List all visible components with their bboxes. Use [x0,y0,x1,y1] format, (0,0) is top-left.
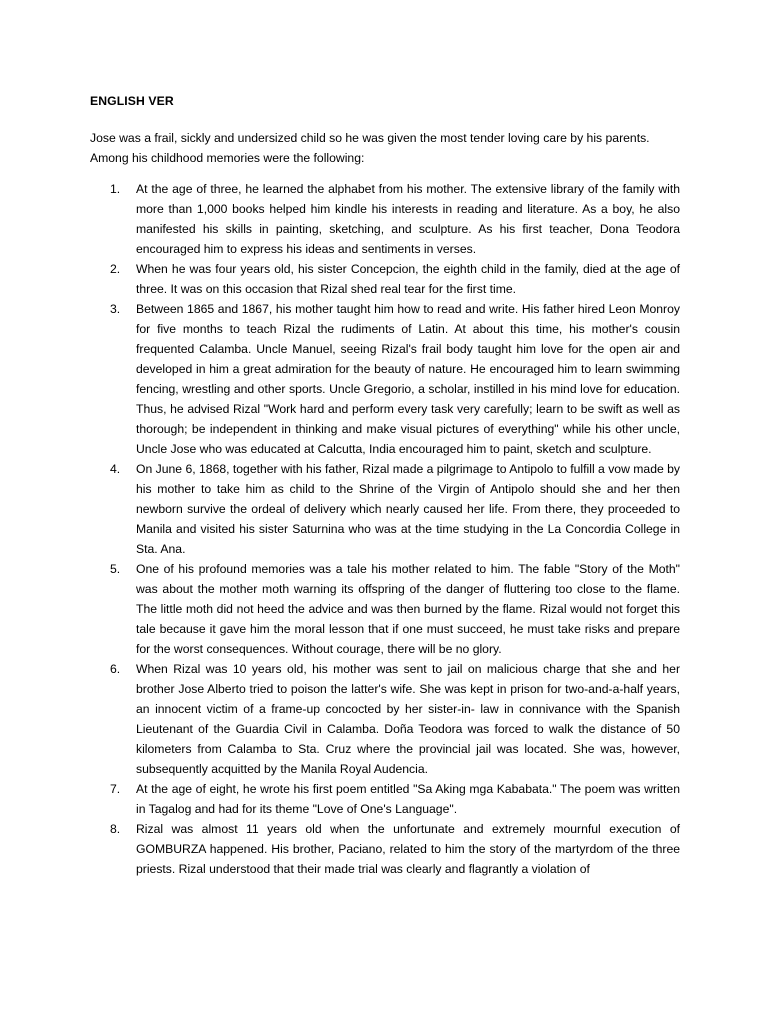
intro-paragraph: Jose was a frail, sickly and undersized child so he was given the most tender loving care by his parents. Among his childhood memories were the following: [90,131,650,165]
list-item [110,819,680,879]
list-item [110,299,680,459]
list-item-text: One of his profound memories was a tale his mother related to him. The fable "Story of the Moth" was about the mother moth warning its offspring of the danger of fluttering too close to the flame. The little moth did not heed the advice and was then burned by the flame. Rizal would not forget this tale because it gave him the moral lesson that if one must succeed, he must take risks and prepare for the worst consequences. Without courage, there will be no glory. [136,562,680,656]
list-item [110,559,680,659]
list-item-text: When he was four years old, his sister Concepcion, the eighth child in the family, died at the age of three. It was on this occasion that Rizal shed real tear for the first time. [136,262,680,296]
childhood-memories-list [110,179,680,879]
list-item [110,459,680,559]
list-item [110,659,680,779]
document-heading: ENGLISH VER [90,94,174,108]
list-item [110,779,680,819]
list-item-number: 6. [110,662,121,676]
list-item-text: On June 6, 1868, together with his father, Rizal made a pilgrimage to Antipolo to fulfill a vow made by his mother to take him as child to the Shrine of the Virgin of Antipolo should she and her then newborn survive the ordeal of delivery which nearly caused her life. From there, they proceeded to Manila and visited his sister Saturnina who was at the time studying in the La Concordia College in Sta. Ana. [136,462,681,556]
list-item-text: Rizal was almost 11 years old when the unfortunate and extremely mournful execution of GOMBURZA happened. His brother, Paciano, related to him the story of the martyrdom of the three priests. Rizal understood that their made trial was clearly and flagrantly a violation of [136,822,680,876]
list-item-number: 2. [110,262,121,276]
list-item-number: 3. [110,302,121,316]
list-item-number: 7. [110,782,121,796]
list-item [110,259,680,299]
list-item-text: Between 1865 and 1867, his mother taught him how to read and write. His father hired Leon Monroy for five months to teach Rizal the rudiments of Latin. At about this time, his mother's cousin frequented Calamba. Uncle Manuel, seeing Rizal's frail body taught him love for the open air and developed in him a great admiration for the beauty of nature. He encouraged him to learn swimming fencing, wrestling and other sports. Uncle Gregorio, a scholar, instilled in his mind love for education. Thus, he advised Rizal "Work hard and perform every task very carefully; learn to be swift as well as thorough; be independent in thinking and make visual pictures of everything" while his other uncle, Uncle Jose who was educated at Calcutta, India encouraged him to paint, sketch and sculpture. [136,302,680,456]
list-item-text: At the age of three, he learned the alphabet from his mother. The extensive library of the family with more than 1,000 books helped him kindle his interests in reading and literature. As a boy, he also manifested his skills in painting, sketching, and sculpture. As his first teacher, Dona Teodora encouraged him to express his ideas and sentiments in verses. [136,182,680,256]
list-item-number: 5. [110,562,121,576]
list-item-number: 4. [110,462,121,476]
list-item-text: When Rizal was 10 years old, his mother was sent to jail on malicious charge that she and her brother Jose Alberto tried to poison the latter's wife. She was kept in prison for two-and-a-half years, an innocent victim of a frame-up concocted by her sister-in- law in connivance with the Spanish Lieutenant of the Guardia Civil in Calamba. Doña Teodora was forced to walk the distance of 50 kilometers from Calamba to Sta. Cruz where the provincial jail was located. She was, however, subsequently acquitted by the Manila Royal Audencia. [136,662,680,776]
list-item [110,179,680,259]
list-item-number: 1. [110,182,121,196]
list-item-text: At the age of eight, he wrote his first poem entitled "Sa Aking mga Kababata." The poem was written in Tagalog and had for its theme "Love of One's Language". [136,782,680,816]
list-item-number: 8. [110,822,121,836]
